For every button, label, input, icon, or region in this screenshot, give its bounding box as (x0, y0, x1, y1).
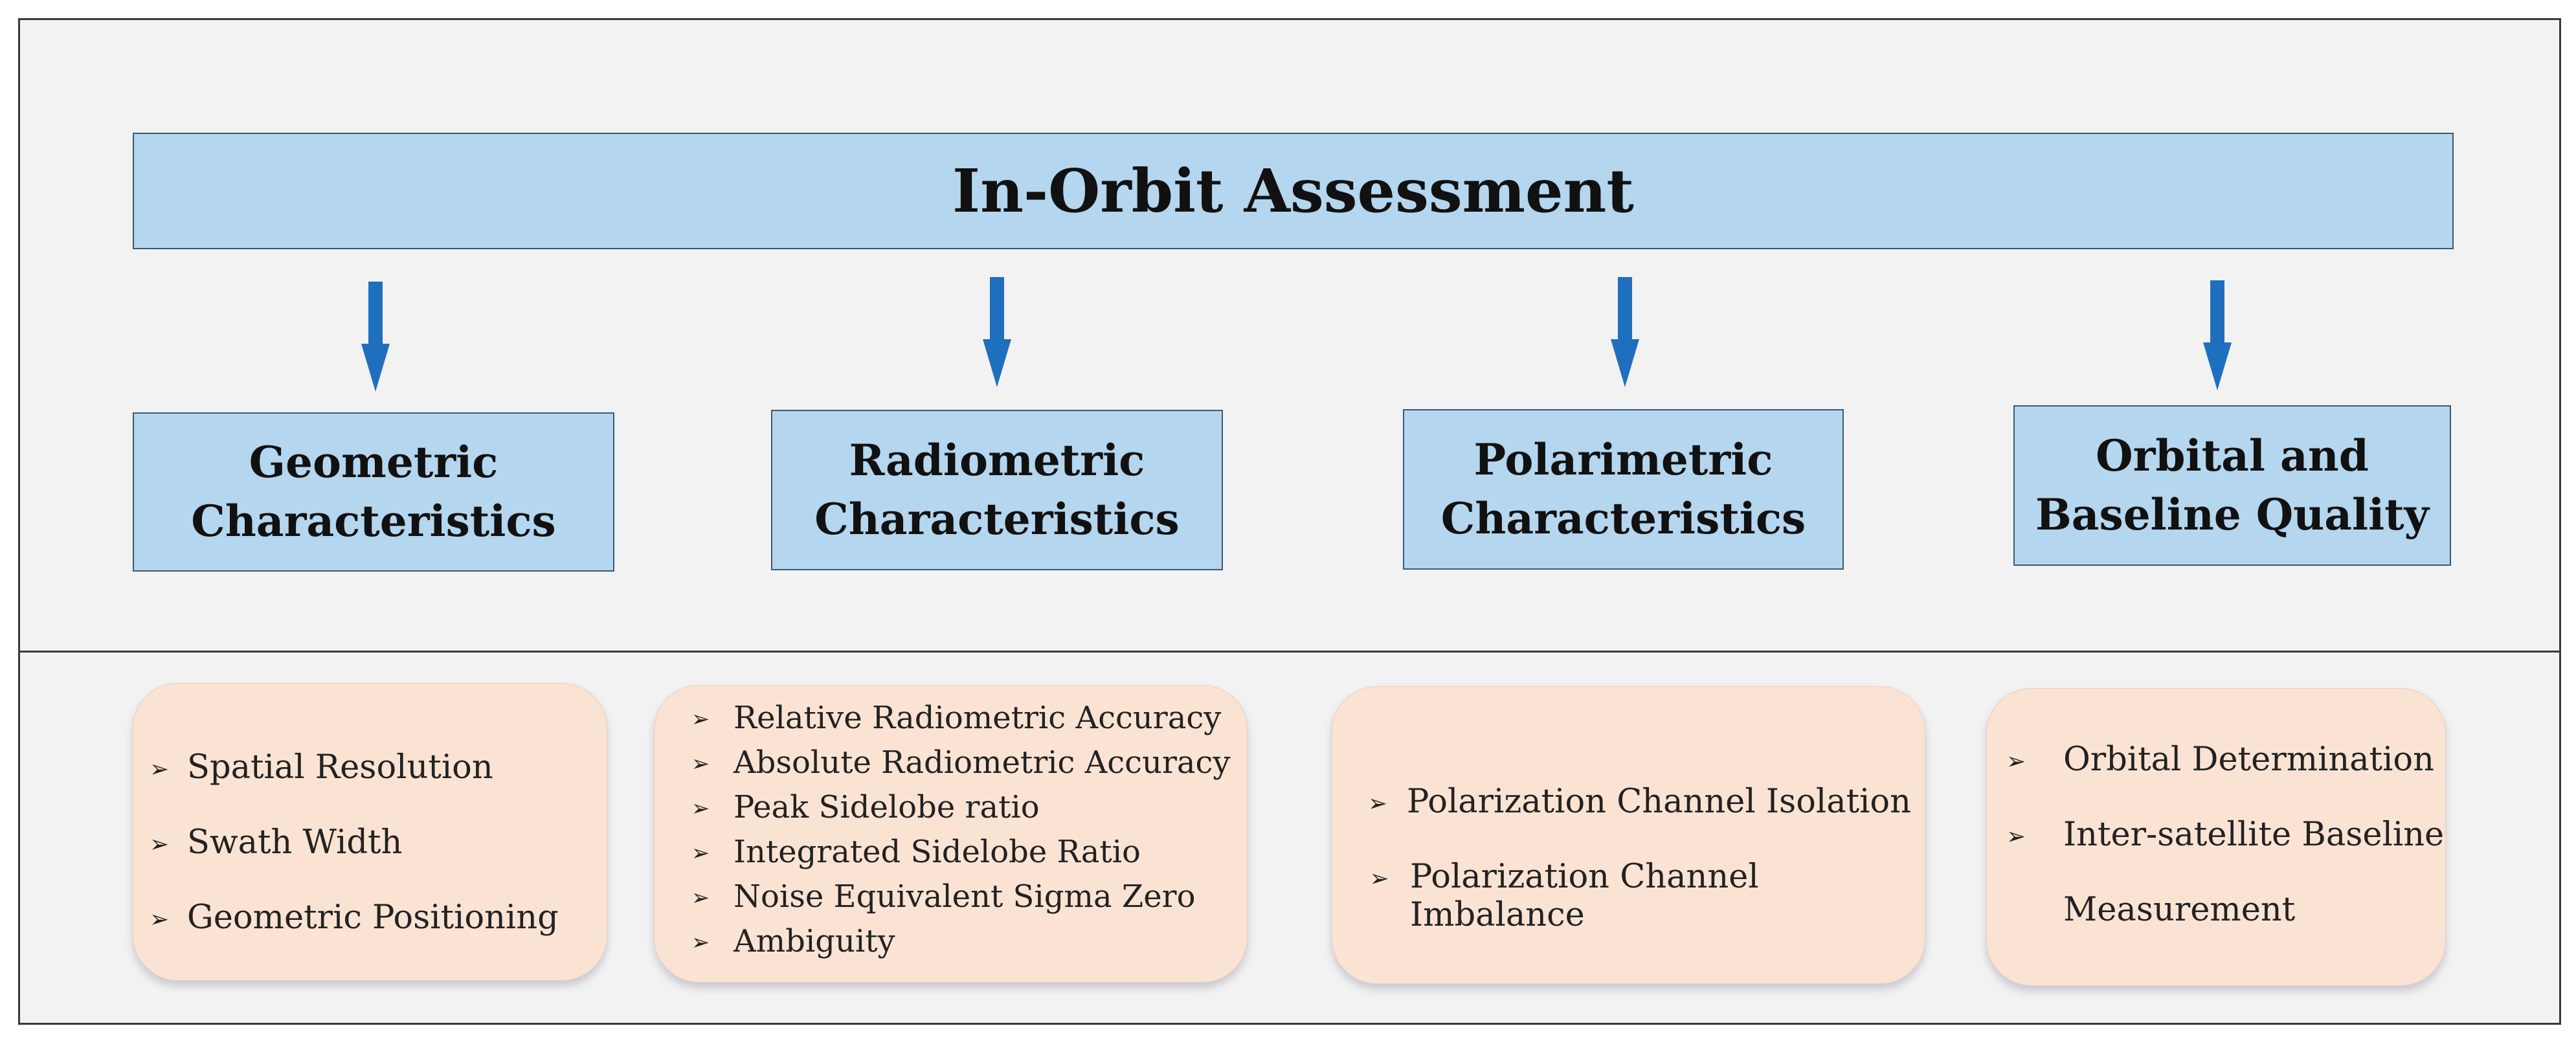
list-item: ➢ Peak Sidelobe ratio (667, 789, 1231, 834)
arrow-down-icon (361, 282, 390, 392)
list-item: ➢ Polarization Channel Imbalance (1349, 858, 1925, 933)
list-item: ➢ Relative Radiometric Accuracy (667, 700, 1231, 744)
list-item: ➢ Noise Equivalent Sigma Zero (667, 878, 1231, 923)
details-card-radiometric (654, 685, 1248, 983)
arrowhead-bullet-icon: ➢ (691, 885, 710, 911)
arrowhead-bullet-icon: ➢ (150, 906, 170, 933)
category-box-geometric (133, 412, 614, 572)
arrowhead-bullet-icon: ➢ (691, 706, 710, 732)
arrowhead-bullet-icon: ➢ (691, 796, 710, 821)
category-title-line: Characteristics (191, 496, 556, 546)
list-item: ➢ Integrated Sidelobe Ratio (667, 834, 1231, 878)
category-title-line: Geometric (249, 436, 498, 487)
category-title-line: Characteristics (1440, 493, 1806, 544)
category-box-polarimetric (1403, 409, 1844, 570)
arrowhead-bullet-icon: ➢ (1367, 790, 1388, 817)
list-item: ➢ Absolute Radiometric Accuracy (667, 744, 1231, 789)
list-item: ➢ Geometric Positioning (150, 899, 559, 937)
list-item: Measurement (2063, 891, 2296, 929)
category-title-line: Characteristics (814, 494, 1180, 544)
details-card-orbital (1986, 688, 2446, 986)
list-item: ➢ Inter-satellite Baseline (2006, 816, 2445, 854)
arrowhead-bullet-icon: ➢ (691, 930, 710, 955)
category-title-line: Baseline Quality (2035, 489, 2430, 540)
arrowhead-bullet-icon: ➢ (150, 756, 170, 783)
list-item: ➢ Spatial Resolution (150, 748, 493, 787)
arrowhead-bullet-icon: ➢ (691, 751, 710, 777)
arrowhead-bullet-icon: ➢ (1369, 866, 1389, 892)
arrowhead-bullet-icon: ➢ (150, 831, 170, 858)
arrow-down-icon (983, 277, 1011, 387)
arrowhead-bullet-icon: ➢ (2006, 823, 2026, 850)
list-item: ➢ Ambiguity (667, 923, 1231, 968)
category-title-line: Radiometric (849, 434, 1145, 486)
category-title-line: Polarimetric (1473, 434, 1773, 485)
category-box-orbital (2013, 405, 2451, 566)
main-title: In-Orbit Assessment (952, 156, 1634, 226)
list-item: ➢ Orbital Determination (2006, 741, 2434, 779)
arrowhead-bullet-icon: ➢ (691, 840, 710, 866)
arrow-down-icon (2203, 280, 2232, 390)
arrow-down-icon (1611, 277, 1639, 387)
category-box-radiometric (771, 410, 1223, 570)
category-title-line: Orbital and (2096, 430, 2369, 481)
details-card-polarimetric (1332, 686, 1925, 984)
list-item: ➢ Polarization Channel Isolation (1349, 783, 1925, 858)
arrowhead-bullet-icon: ➢ (2006, 748, 2026, 775)
main-title-box (133, 133, 2454, 249)
details-card-geometric (133, 683, 607, 981)
list-item: ➢ Swath Width (150, 823, 403, 862)
